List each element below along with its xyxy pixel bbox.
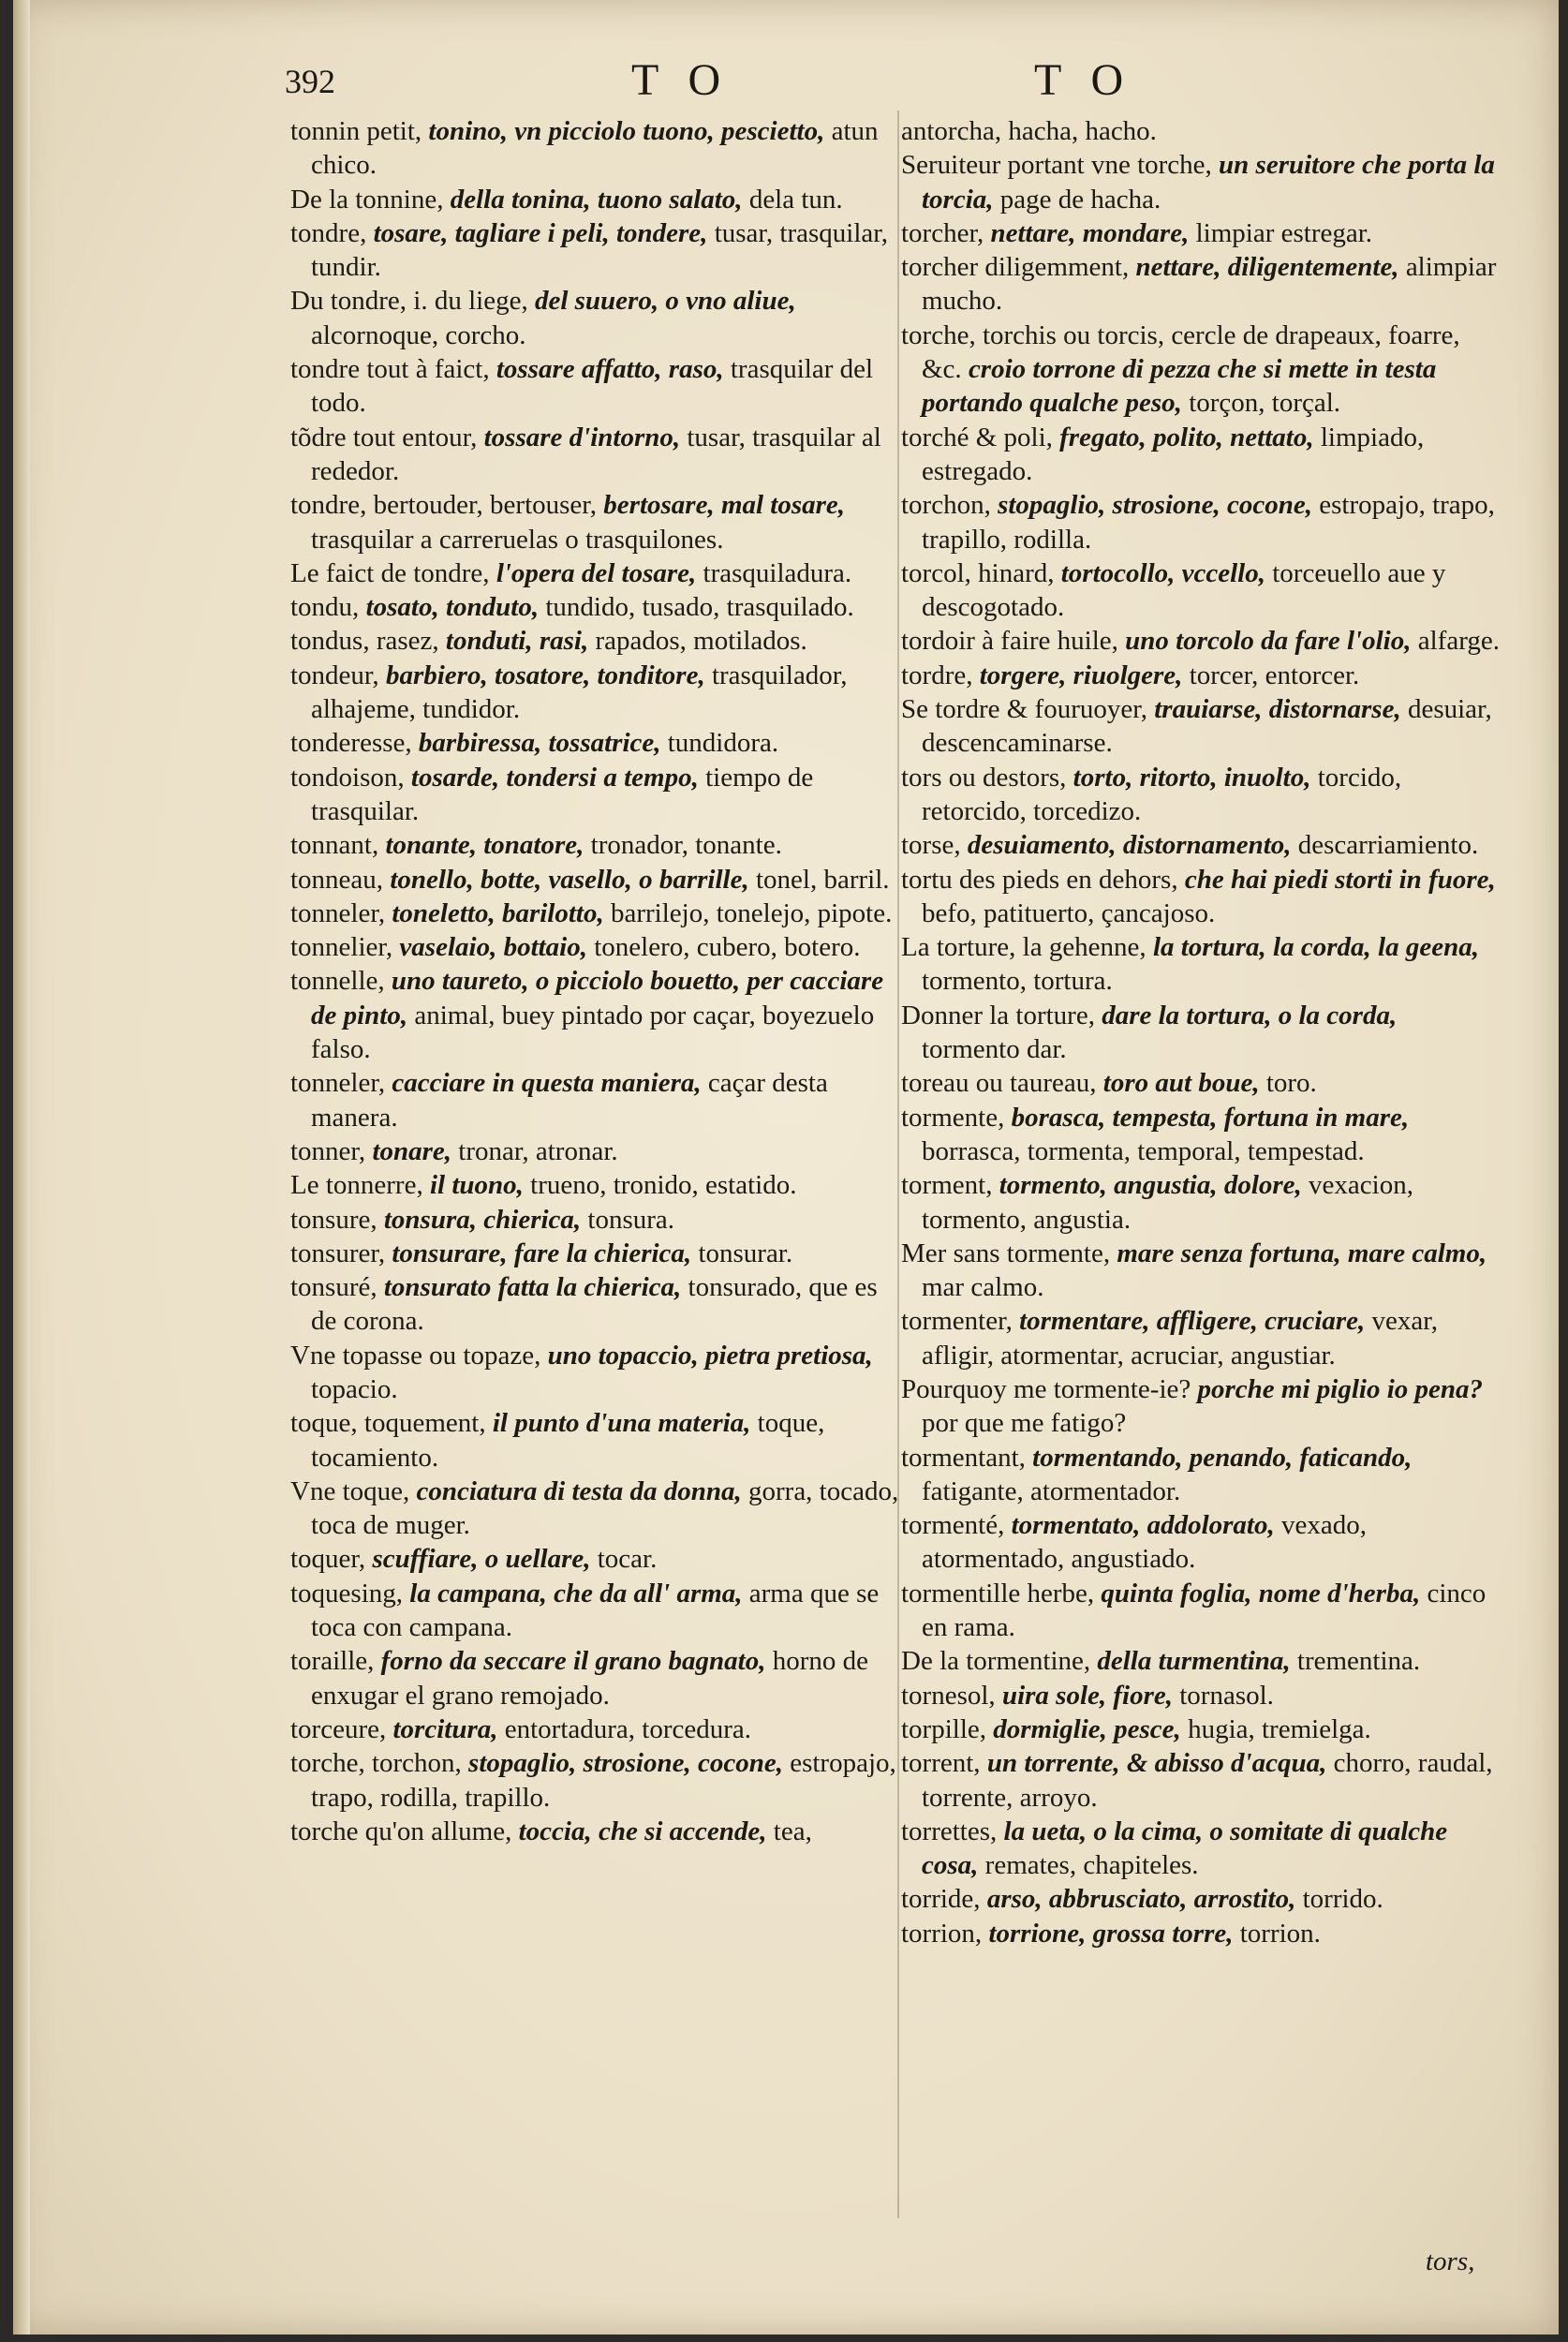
- dictionary-entry: [901, 1577, 1501, 1645]
- french-term: tonneler,: [290, 897, 386, 928]
- spanish-gloss: tundido, tusado, trasquilado.: [545, 592, 854, 623]
- italian-gloss: la ueta, o la cima, o somitate di qualche cosa,: [922, 1816, 1448, 1881]
- spanish-gloss: tiempo de trasquilar.: [311, 762, 814, 826]
- dictionary-entry: [290, 1712, 901, 1746]
- spanish-gloss: tonsurar.: [698, 1238, 793, 1268]
- french-term: La torture, la gehenne,: [901, 932, 1146, 963]
- spanish-gloss: antorcha, hacha, hacho.: [901, 116, 1157, 146]
- french-term: torche qu'on allume,: [290, 1816, 512, 1846]
- french-term: torrent,: [901, 1748, 981, 1779]
- spanish-gloss: tormento dar.: [922, 1034, 1067, 1065]
- spanish-gloss: trasquiladura.: [703, 557, 852, 588]
- dictionary-entry: [901, 761, 1501, 829]
- spanish-gloss: trementina.: [1296, 1646, 1421, 1677]
- spanish-gloss: entortadura, torcedura.: [504, 1713, 752, 1744]
- french-term: tonner,: [290, 1135, 366, 1166]
- spanish-gloss: alimpiar mucho.: [922, 252, 1497, 317]
- dictionary-entry: [290, 284, 901, 352]
- italian-gloss: il punto d'una materia,: [492, 1408, 751, 1439]
- italian-gloss: torto, ritorto, inuolto,: [1072, 762, 1311, 793]
- dictionary-entry: [290, 930, 901, 964]
- dictionary-entry: [901, 828, 1501, 862]
- french-term: torrettes,: [901, 1816, 998, 1846]
- french-term: tonnin petit,: [290, 116, 422, 146]
- spanish-gloss: trasquilar a carreruelas o trasquilones.: [311, 524, 724, 555]
- french-term: tormente,: [901, 1102, 1005, 1133]
- catchword: tors,: [1426, 2246, 1475, 2276]
- italian-gloss: nettare, mondare,: [990, 217, 1190, 248]
- spanish-gloss: limpiar estregar.: [1195, 217, 1373, 248]
- italian-gloss: tonsurare, fare la chierica,: [392, 1238, 692, 1268]
- french-term: tonneau,: [290, 864, 384, 895]
- spanish-gloss: torcido, retorcido, torcedizo.: [922, 762, 1402, 826]
- french-term: tonnelle,: [290, 966, 385, 997]
- dictionary-entry: [290, 1644, 901, 1712]
- italian-gloss: torrione, grossa torre,: [988, 1918, 1234, 1949]
- spanish-gloss: torceuello aue y descogotado.: [922, 557, 1446, 623]
- french-term: tondeur,: [290, 660, 379, 690]
- page-header: [13, 54, 1559, 111]
- italian-gloss: tonante, tonatore,: [385, 830, 584, 861]
- spanish-gloss: por que me fatigo?: [922, 1408, 1127, 1439]
- french-term: tonnelier,: [290, 932, 393, 963]
- italian-gloss: tossare affatto, raso,: [496, 354, 724, 385]
- spanish-gloss: alfarge.: [1417, 626, 1500, 657]
- french-term: De la tonnine,: [290, 184, 444, 215]
- french-term: tõdre tout entour,: [290, 422, 478, 452]
- italian-gloss: mare senza fortuna, mare calmo,: [1117, 1238, 1487, 1268]
- italian-gloss: toro aut boue,: [1102, 1068, 1260, 1099]
- dictionary-entry: [290, 556, 901, 590]
- spanish-gloss: tronador, tonante.: [590, 830, 782, 861]
- french-term: Seruiteur portant vne torche,: [901, 150, 1212, 181]
- spanish-gloss: descarriamiento.: [1297, 830, 1479, 861]
- french-term: tondre,: [290, 217, 367, 248]
- dictionary-entry: [290, 352, 901, 421]
- spanish-gloss: tormento, tortura.: [922, 966, 1113, 997]
- italian-gloss: arso, abbrusciato, arrostito,: [986, 1884, 1296, 1915]
- spanish-gloss: limpiado, estregado.: [922, 422, 1425, 486]
- dictionary-entry: [901, 1372, 1501, 1441]
- dictionary-entry: [901, 250, 1501, 319]
- dictionary-entry: [290, 1066, 901, 1134]
- dictionary-entry: [290, 183, 901, 216]
- dictionary-entry: [901, 1441, 1501, 1509]
- italian-gloss: torgere, riuolgere,: [979, 660, 1183, 690]
- spanish-gloss: tonsura.: [587, 1204, 675, 1235]
- italian-gloss: tormentando, penando, faticando,: [1032, 1442, 1413, 1473]
- dictionary-entry: [290, 1815, 901, 1848]
- right-column: [901, 114, 1501, 1950]
- italian-gloss: dormiglie, pesce,: [993, 1713, 1181, 1744]
- italian-gloss: che hai piedi storti in fuore,: [1184, 864, 1496, 895]
- italian-gloss: tormentato, addolorato,: [1011, 1510, 1275, 1541]
- spanish-gloss: caçar desta manera.: [311, 1068, 828, 1133]
- dictionary-entry: [901, 999, 1501, 1067]
- italian-gloss: la tortura, la corda, la geena,: [1152, 932, 1479, 963]
- french-term: torcher,: [901, 217, 984, 248]
- italian-gloss: tormento, angustia, dolore,: [998, 1170, 1302, 1201]
- italian-gloss: tosato, tonduto,: [365, 592, 540, 623]
- spanish-gloss: torcer, entorcer.: [1189, 660, 1360, 690]
- spanish-gloss: horno de enxugar el grano remojado.: [311, 1646, 869, 1711]
- spanish-gloss: torrion.: [1239, 1918, 1321, 1949]
- french-term: Vne toque,: [290, 1475, 410, 1506]
- italian-gloss: scuffiare, o uellare,: [372, 1544, 591, 1575]
- spanish-gloss: estropajo, trapo, trapillo, rodilla.: [922, 490, 1495, 555]
- italian-gloss: trauiarse, distornarse,: [1154, 694, 1401, 725]
- dictionary-entry: [290, 488, 901, 556]
- french-term: torcol, hinard,: [901, 557, 1055, 588]
- italian-gloss: della tonina, tuono salato,: [450, 184, 743, 215]
- spanish-gloss: hugia, tremielga.: [1188, 1713, 1371, 1744]
- french-term: tonnant,: [290, 830, 379, 861]
- dictionary-entry: [901, 114, 1501, 148]
- french-term: tormenter,: [901, 1306, 1013, 1337]
- spanish-gloss: barrilejo, tonelejo, pipote.: [610, 897, 893, 928]
- french-term: tonsure,: [290, 1204, 377, 1235]
- book-page: [13, 0, 1559, 2335]
- dictionary-entry: [290, 1134, 901, 1168]
- italian-gloss: desuiamento, distornamento,: [967, 830, 1292, 861]
- spanish-gloss: trueno, tronido, estatido.: [530, 1170, 797, 1201]
- dictionary-entry: [901, 1917, 1501, 1950]
- italian-gloss: tonino, vn picciolo tuono, pescietto,: [428, 116, 825, 146]
- dictionary-entry: [290, 1746, 901, 1815]
- spanish-gloss: tusar, trasquilar al rededor.: [311, 422, 881, 486]
- dictionary-entry: [290, 624, 901, 658]
- italian-gloss: fregato, polito, nettato,: [1059, 422, 1314, 452]
- dictionary-entry: [901, 1168, 1501, 1237]
- dictionary-entry: [290, 863, 901, 897]
- dictionary-entry: [290, 897, 901, 930]
- dictionary-entry: [290, 1339, 901, 1407]
- italian-gloss: cacciare in questa maniera,: [392, 1068, 702, 1099]
- french-term: tornesol,: [901, 1680, 996, 1711]
- italian-gloss: tosare, tagliare i peli, tondere,: [373, 217, 708, 248]
- spanish-gloss: vexacion, tormento, angustia.: [922, 1170, 1413, 1235]
- italian-gloss: tormentare, affligere, cruciare,: [1019, 1306, 1366, 1337]
- dictionary-entry: [901, 1644, 1501, 1678]
- spanish-gloss: toque, tocamiento.: [311, 1408, 825, 1473]
- french-term: tonneler,: [290, 1068, 386, 1099]
- french-term: tors ou destors,: [901, 762, 1067, 793]
- left-column: [290, 114, 901, 1848]
- spanish-gloss: trasquilar del todo.: [311, 354, 874, 419]
- spanish-gloss: rapados, motilados.: [595, 626, 807, 657]
- french-term: tormentille herbe,: [901, 1578, 1095, 1608]
- french-term: torceure,: [290, 1713, 387, 1744]
- dictionary-entry: [290, 726, 901, 760]
- dictionary-entry: [901, 1066, 1501, 1100]
- dictionary-entry: [290, 964, 901, 1066]
- dictionary-entry: [901, 930, 1501, 999]
- spanish-gloss: vexado, atormentado, angustiado.: [922, 1510, 1367, 1575]
- italian-gloss: un seruitore che porta la torcia,: [922, 150, 1495, 215]
- french-term: torchon,: [901, 490, 991, 521]
- dictionary-entry: [290, 761, 901, 829]
- dictionary-entry: [290, 114, 901, 183]
- spanish-gloss: tonelero, cubero, botero.: [594, 932, 861, 963]
- french-term: torpille,: [901, 1713, 987, 1744]
- french-term: toquer,: [290, 1544, 366, 1575]
- dictionary-entry: [901, 692, 1501, 761]
- french-term: tormentant,: [901, 1442, 1026, 1473]
- spanish-gloss: vexar, afligir, atormentar, acruciar, angustiar.: [922, 1306, 1438, 1371]
- italian-gloss: della turmentina,: [1097, 1646, 1291, 1677]
- french-term: tormenté,: [901, 1510, 1005, 1541]
- spanish-gloss: page de hacha.: [999, 184, 1161, 215]
- italian-gloss: uno taureto, o picciolo bouetto, per cacciare de pinto,: [311, 966, 884, 1030]
- dictionary-entry: [290, 1168, 901, 1202]
- dictionary-entry: [901, 421, 1501, 489]
- dictionary-entry: [901, 1508, 1501, 1577]
- french-term: torché & poli,: [901, 422, 1053, 452]
- dictionary-entry: [901, 148, 1501, 216]
- dictionary-entry: [901, 556, 1501, 625]
- spanish-gloss: torrido.: [1302, 1884, 1383, 1915]
- spanish-gloss: befo, patituerto, çancajoso.: [922, 897, 1216, 928]
- italian-gloss: dare la tortura, o la corda,: [1102, 1000, 1398, 1030]
- spanish-gloss: atun chico.: [311, 116, 879, 181]
- dictionary-entry: [901, 1712, 1501, 1746]
- italian-gloss: toneletto, barilotto,: [392, 897, 604, 928]
- french-term: tondus, rasez,: [290, 626, 439, 657]
- french-term: tonderesse,: [290, 728, 412, 759]
- dictionary-entry: [290, 421, 901, 489]
- spanish-gloss: toro.: [1265, 1068, 1317, 1099]
- page-number: 392: [285, 63, 335, 100]
- french-term: tondre tout à faict,: [290, 354, 490, 385]
- spanish-gloss: alcornoque, corcho.: [311, 319, 526, 350]
- spanish-gloss: tundidora.: [667, 728, 779, 759]
- french-term: torride,: [901, 1884, 981, 1915]
- italian-gloss: stopaglio, strosione, cocone,: [998, 490, 1313, 521]
- italian-gloss: l'opera del tosare,: [496, 557, 697, 588]
- french-term: torche, torchis ou torcis, cercle de drapeaux, foarre, &c.: [901, 319, 1460, 385]
- french-term: Vne topasse ou topaze,: [290, 1340, 541, 1371]
- dictionary-entry: [901, 319, 1501, 421]
- italian-gloss: tonsurato fatta la chierica,: [383, 1272, 682, 1303]
- italian-gloss: borasca, tempesta, fortuna in mare,: [1011, 1102, 1410, 1133]
- italian-gloss: un torrente, & abisso d'acqua,: [986, 1748, 1327, 1779]
- french-term: tondre, bertouder, bertouser,: [290, 490, 598, 521]
- spanish-gloss: tocar.: [597, 1544, 658, 1575]
- italian-gloss: tonello, botte, vasello, o barrille,: [390, 864, 749, 895]
- dictionary-entry: [290, 1475, 901, 1543]
- spanish-gloss: tea,: [773, 1816, 812, 1846]
- page-binding-edge: [13, 0, 30, 2335]
- french-term: Se tordre & fouruoyer,: [901, 694, 1147, 725]
- dictionary-entry: [901, 1101, 1501, 1169]
- italian-gloss: uno torcolo da fare l'olio,: [1125, 626, 1412, 657]
- dictionary-entry: [901, 1237, 1501, 1305]
- italian-gloss: barbiressa, tossatrice,: [418, 728, 661, 759]
- dictionary-entry: [901, 1304, 1501, 1372]
- spanish-gloss: desuiar, descencaminarse.: [922, 694, 1492, 759]
- spanish-gloss: remates, chapiteles.: [984, 1850, 1199, 1881]
- spanish-gloss: tonsurado, que es de corona.: [311, 1272, 878, 1337]
- dictionary-entry: [901, 1679, 1501, 1712]
- spanish-gloss: gorra, tocado, toca de muger.: [311, 1475, 899, 1541]
- spanish-gloss: chorro, raudal, torrente, arroyo.: [922, 1748, 1493, 1813]
- italian-gloss: tossare d'intorno,: [483, 422, 681, 452]
- dictionary-entry: [290, 216, 901, 285]
- french-term: tordre,: [901, 660, 973, 690]
- italian-gloss: forno da seccare il grano bagnato,: [380, 1646, 766, 1677]
- spanish-gloss: tornasol.: [1179, 1680, 1274, 1711]
- french-term: tordoir à faire huile,: [901, 626, 1118, 657]
- spanish-gloss: cinco en rama.: [922, 1578, 1487, 1643]
- spanish-gloss: tonel, barril.: [755, 864, 890, 895]
- spanish-gloss: estropajo, trapo, rodilla, trapillo.: [311, 1748, 896, 1813]
- italian-gloss: conciatura di testa da donna,: [416, 1475, 742, 1506]
- dictionary-entry: [901, 659, 1501, 692]
- italian-gloss: porche mi piglio io pena?: [1197, 1373, 1483, 1404]
- spanish-gloss: animal, buey pintado por caçar, boyezuelo falso.: [311, 1000, 875, 1065]
- french-term: tonsurer,: [290, 1238, 386, 1268]
- french-term: De la tormentine,: [901, 1646, 1091, 1677]
- italian-gloss: tortocollo, vccello,: [1060, 557, 1265, 588]
- french-term: Mer sans tormente,: [901, 1238, 1111, 1268]
- italian-gloss: torcitura,: [392, 1713, 498, 1744]
- italian-gloss: tonsura, chierica,: [383, 1204, 582, 1235]
- french-term: tortu des pieds en dehors,: [901, 864, 1178, 895]
- spanish-gloss: borrasca, tormenta, temporal, tempestad.: [922, 1135, 1365, 1166]
- spanish-gloss: fatigante, atormentador.: [922, 1475, 1181, 1506]
- italian-gloss: stopaglio, strosione, cocone,: [468, 1748, 783, 1779]
- dictionary-entry: [290, 590, 901, 624]
- italian-gloss: barbiero, tosatore, tonditore,: [385, 660, 705, 690]
- dictionary-entry: [901, 1815, 1501, 1883]
- dictionary-entry: [901, 624, 1501, 658]
- dictionary-entry: [290, 1542, 901, 1576]
- italian-gloss: uira sole, fiore,: [1001, 1680, 1173, 1711]
- spanish-gloss: arma que se toca con campana.: [311, 1578, 880, 1643]
- italian-gloss: vaselaio, bottaio,: [399, 932, 587, 963]
- french-term: torse,: [901, 830, 961, 861]
- italian-gloss: del suuero, o vno aliue,: [534, 286, 796, 317]
- french-term: tondoison,: [290, 762, 405, 793]
- french-term: torche, torchon,: [290, 1748, 462, 1779]
- spanish-gloss: trasquilador, alhajeme, tundidor.: [311, 660, 848, 725]
- dictionary-entry: [290, 1270, 901, 1339]
- dictionary-entry: [901, 488, 1501, 556]
- spanish-gloss: tronar, atronar.: [458, 1135, 618, 1166]
- french-term: toreau ou taureau,: [901, 1068, 1097, 1099]
- dictionary-entry: [901, 863, 1501, 931]
- italian-gloss: bertosare, mal tosare,: [603, 490, 846, 521]
- french-term: tondu,: [290, 592, 360, 623]
- french-term: torrion,: [901, 1918, 983, 1949]
- french-term: Du tondre, i. du liege,: [290, 286, 528, 317]
- italian-gloss: il tuono,: [429, 1170, 524, 1201]
- dictionary-entry: [290, 1406, 901, 1475]
- french-term: Le tonnerre,: [290, 1170, 423, 1201]
- italian-gloss: uno topaccio, pietra pretiosa,: [547, 1340, 873, 1371]
- dictionary-entry: [290, 1203, 901, 1237]
- italian-gloss: tonduti, rasi,: [445, 626, 589, 657]
- spanish-gloss: dela tun.: [748, 184, 843, 215]
- italian-gloss: quinta foglia, nome d'herba,: [1101, 1578, 1421, 1608]
- spanish-gloss: topacio.: [311, 1373, 398, 1404]
- french-term: torment,: [901, 1170, 993, 1201]
- dictionary-entry: [901, 216, 1501, 250]
- dictionary-entry: [290, 1577, 901, 1645]
- dictionary-entry: [901, 1746, 1501, 1815]
- italian-gloss: tonare,: [372, 1135, 452, 1166]
- spanish-gloss: torçon, torçal.: [1189, 388, 1341, 419]
- french-term: toraille,: [290, 1646, 375, 1677]
- italian-gloss: croio torrone di pezza che si mette in testa portando qualche peso,: [922, 354, 1437, 419]
- running-head-right: T O: [1034, 55, 1133, 105]
- french-term: tonsuré,: [290, 1272, 377, 1303]
- french-term: toque, toquement,: [290, 1408, 486, 1439]
- french-term: toquesing,: [290, 1578, 404, 1608]
- italian-gloss: nettare, diligentemente,: [1135, 252, 1399, 283]
- dictionary-entry: [290, 828, 901, 862]
- italian-gloss: la campana, che da all' arma,: [409, 1578, 743, 1608]
- french-term: torcher diligemment,: [901, 252, 1130, 283]
- spanish-gloss: mar calmo.: [922, 1272, 1044, 1303]
- french-term: Le faict de tondre,: [290, 557, 490, 588]
- dictionary-entry: [901, 1882, 1501, 1916]
- french-term: Donner la torture,: [901, 1000, 1095, 1030]
- italian-gloss: toccia, che si accende,: [518, 1816, 767, 1846]
- italian-gloss: tosarde, tondersi a tempo,: [410, 762, 699, 793]
- running-head-left: T O: [631, 55, 731, 105]
- spanish-gloss: tusar, trasquilar, tundir.: [311, 217, 889, 283]
- dictionary-entry: [290, 1237, 901, 1270]
- dictionary-entry: [290, 659, 901, 727]
- french-term: Pourquoy me tormente-ie?: [901, 1373, 1191, 1404]
